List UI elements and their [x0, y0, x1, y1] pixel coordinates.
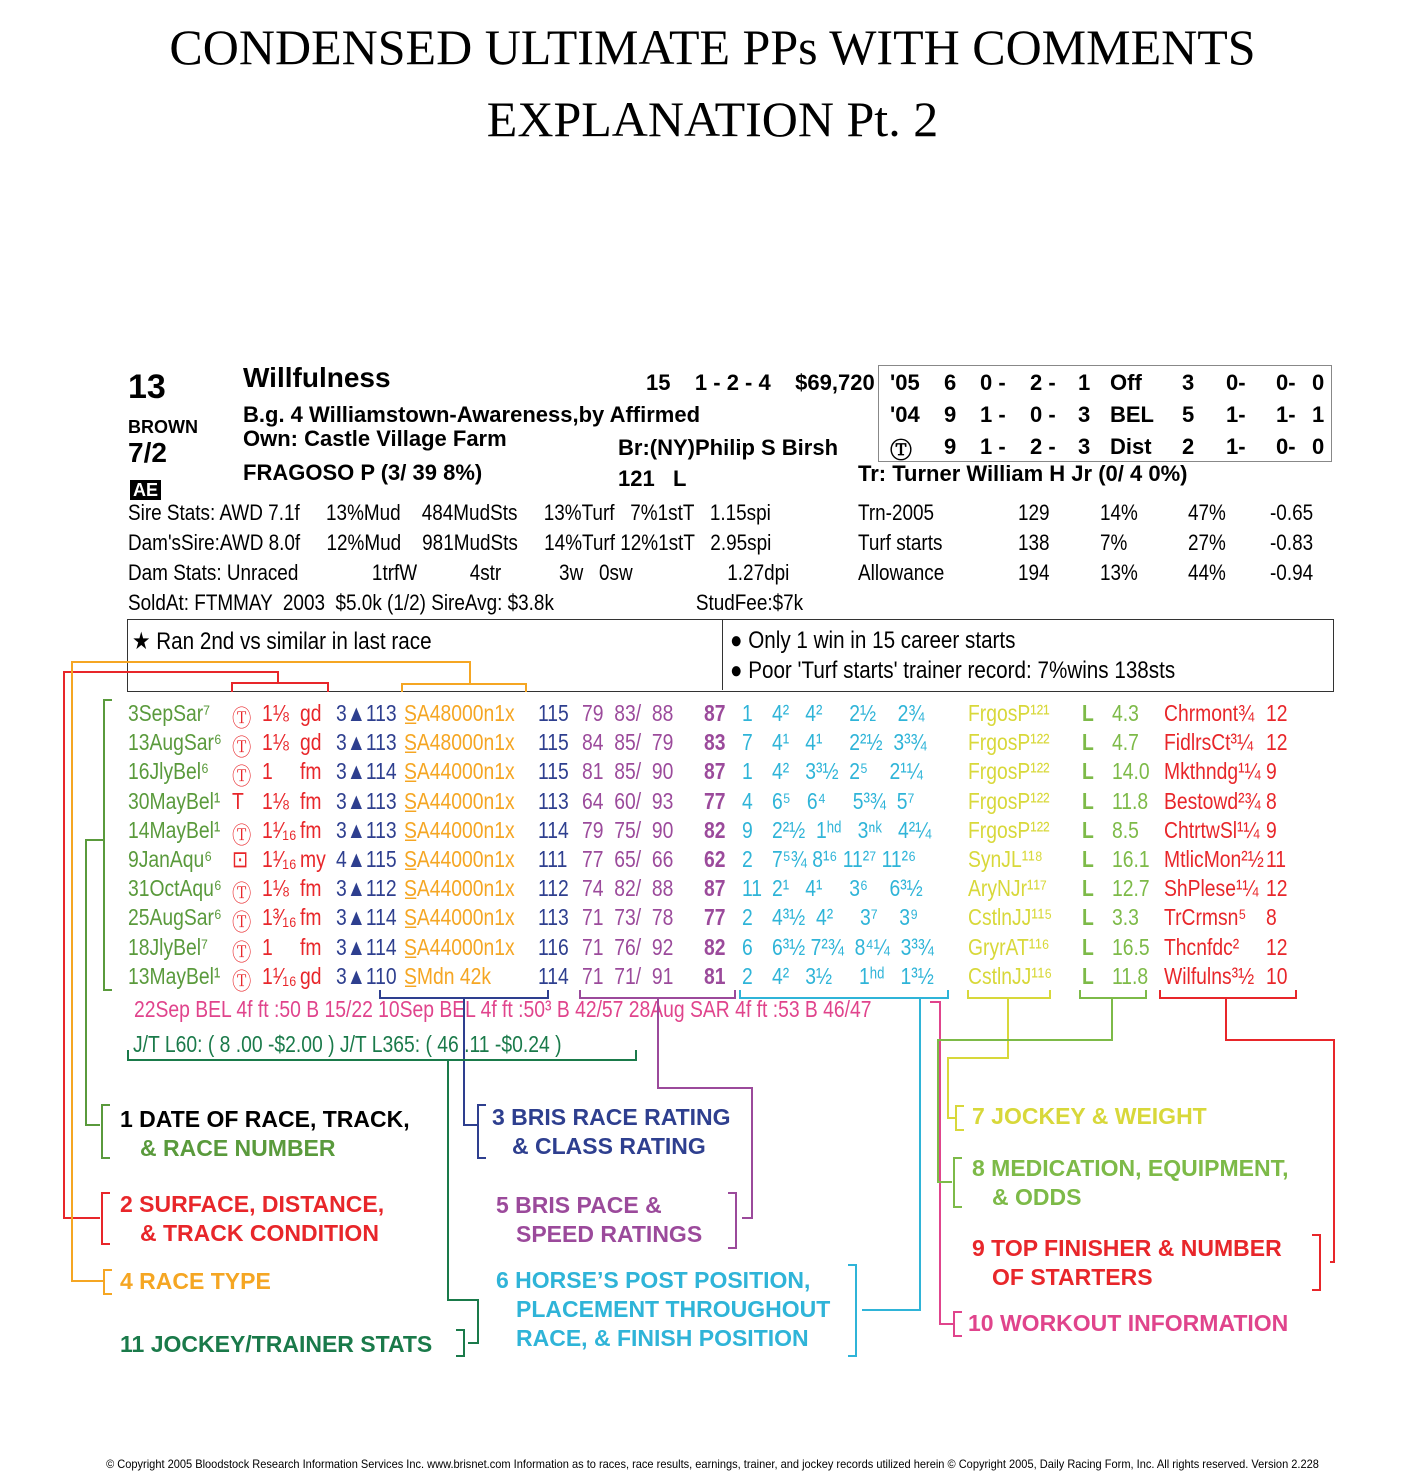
- workout-line: 22Sep BEL 4f ft :50 B 15/22 10Sep BEL 4f ft :50³ B 42/57 28Aug SAR 4f ft :53 B 46/47: [134, 996, 872, 1022]
- record-cell-cstarts: 3: [1182, 370, 1195, 395]
- pp-top: TrCrmsn⁵: [1164, 904, 1247, 931]
- legend-1b: & RACE NUMBER: [140, 1135, 336, 1161]
- record-cell-p: 2 -: [1030, 370, 1056, 395]
- legend-2b: & TRACK CONDITION: [140, 1220, 379, 1246]
- pp-date: 13MayBel¹: [128, 962, 221, 989]
- pp-calls: 6³½ 7²¾ 8⁴¼ 3³¾: [772, 933, 934, 960]
- pp-dist: 1⅛: [262, 875, 289, 902]
- pp-spd: 62: [704, 846, 726, 872]
- pp-odds: 16.5: [1112, 933, 1150, 960]
- trainer-stat-cat: Trn-2005: [858, 500, 935, 525]
- trainer-stat-roi: -0.65: [1270, 500, 1314, 525]
- pp-n: 11: [1266, 846, 1287, 872]
- pp-cr: 115: [538, 729, 569, 756]
- pp-jockey: FrgosP¹²²: [968, 816, 1050, 843]
- record-cell-cat: Off: [1110, 370, 1142, 395]
- pp-pp: 2: [742, 846, 753, 872]
- record-cell-cw: 1-: [1226, 434, 1246, 459]
- record-cell-starts: 9: [944, 402, 957, 427]
- pp-pace: 64 60/ 93: [582, 787, 674, 814]
- record-cell-cw: 0-: [1226, 370, 1246, 395]
- pp-type: S̲A44000n1x: [404, 758, 515, 785]
- pp-n: 8: [1266, 787, 1277, 814]
- pp-type: S̲A44000n1x: [404, 904, 515, 931]
- pp-cond: fm: [300, 787, 322, 814]
- pp-type: S̲A48000n1x: [404, 700, 515, 726]
- pp-calls: 4³½ 4² 3⁷ 3⁹: [772, 904, 919, 931]
- pp-date: 3SepSar⁷: [128, 700, 211, 726]
- pp-n: 12: [1266, 700, 1288, 726]
- legend-5b: SPEED RATINGS: [516, 1221, 703, 1247]
- pp-cr: 114: [538, 816, 569, 843]
- pp-odds: 14.0: [1112, 758, 1150, 785]
- pp-age: 4▲115: [336, 846, 397, 872]
- pp-cr: 115: [538, 700, 569, 726]
- pp-med: L: [1082, 875, 1094, 902]
- legend-8b: & ODDS: [992, 1184, 1082, 1210]
- weight-med: 121 L: [618, 466, 687, 491]
- pp-jockey: GryrAT¹¹⁶: [968, 933, 1050, 960]
- positive-comment: ★ Ran 2nd vs similar in last race: [132, 628, 432, 655]
- sire-stat-line: Dam'sSire:AWD 8.0f 12%Mud 981MudSts 14%Turf 12%1stT 2.95spi: [128, 530, 772, 555]
- pp-age: 3▲113: [336, 787, 397, 814]
- pp-n: 9: [1266, 758, 1277, 785]
- pp-odds: 11.8: [1112, 962, 1149, 989]
- pp-date: 13AugSar⁶: [128, 729, 222, 756]
- pp-pp: 2: [742, 904, 753, 931]
- pp-pace: 84 85/ 79: [582, 729, 674, 756]
- pp-med: L: [1082, 846, 1094, 872]
- program-number: 13: [128, 368, 166, 406]
- copyright-footer: © Copyright 2005 Bloodstock Research Information Services Inc. www.brisnet.com Information as to races, race results, earnings, trainer, and jockey records utilized herein © Copyright 2005, Daily Racing Form, Inc. All rights reserved. Version 2.228: [106, 1457, 1319, 1471]
- pp-n: 8: [1266, 904, 1277, 931]
- pp-cond: gd: [300, 700, 322, 726]
- trainer-stat-starts: 129: [1018, 500, 1050, 525]
- sire-stat-line: SoldAt: FTMMAY 2003 $5.0k (1/2) SireAvg: $3.8k StudFee:$7k: [128, 590, 804, 615]
- pp-pp: 11: [742, 875, 763, 902]
- pp-dist: 1¹⁄₁₆: [262, 816, 297, 843]
- pp-age: 3▲114: [336, 904, 397, 931]
- pp-cond: fm: [300, 816, 322, 843]
- legend-7: 7 JOCKEY & WEIGHT: [972, 1103, 1207, 1129]
- trainer-line: Tr: Turner William H Jr (0/ 4 0%): [858, 461, 1188, 486]
- pp-dist: 1³⁄₁₆: [262, 904, 297, 931]
- record-cell-w: 1 -: [980, 434, 1006, 459]
- record-cell-starts: 9: [944, 434, 957, 459]
- record-cell-cw: 1-: [1226, 402, 1246, 427]
- pp-cr: 111: [538, 846, 568, 872]
- pp-surf: T: [232, 787, 244, 814]
- pp-med: L: [1082, 904, 1094, 931]
- pp-type: S̲A44000n1x: [404, 816, 515, 843]
- pp-type: S̲A44000n1x: [404, 875, 515, 902]
- pp-top: Wilfulns³½: [1164, 962, 1255, 989]
- pp-odds: 4.7: [1112, 729, 1139, 756]
- sire-stat-line: Dam Stats: Unraced 1trfW 4str 3w 0sw 1.27dpi: [128, 560, 790, 585]
- pp-spd: 82: [704, 933, 726, 960]
- pp-cr: 115: [538, 758, 569, 785]
- legend-6b: PLACEMENT THROUGHOUT: [516, 1296, 831, 1322]
- record-cell-s: 1: [1078, 370, 1091, 395]
- pp-pace: 71 76/ 92: [582, 933, 674, 960]
- legend-6c: RACE, & FINISH POSITION: [516, 1325, 809, 1351]
- pp-type: S̲A48000n1x: [404, 729, 515, 756]
- pp-surf: Ⓣ: [232, 705, 252, 731]
- ae-badge: AE: [130, 480, 161, 500]
- pp-spd: 81: [704, 962, 726, 989]
- pp-surf: Ⓣ: [232, 909, 252, 936]
- pp-spd: 87: [704, 700, 726, 726]
- pp-calls: 2¹ 4¹ 3⁶ 6³½: [772, 875, 923, 902]
- pp-med: L: [1082, 816, 1094, 843]
- pp-cr: 114: [538, 962, 569, 989]
- owner: Own: Castle Village Farm: [243, 426, 507, 451]
- pp-jockey: CstlnJJ¹¹⁵: [968, 904, 1053, 931]
- pp-odds: 12.7: [1112, 875, 1150, 902]
- pp-med: L: [1082, 962, 1094, 989]
- pp-spd: 82: [704, 816, 726, 843]
- pp-surf: Ⓣ: [232, 967, 252, 994]
- record-cell-p: 2 -: [1030, 434, 1056, 459]
- pp-surf: ⊡: [232, 846, 249, 872]
- trainer-stat-starts: 194: [1018, 560, 1050, 585]
- legend-2: 2 SURFACE, DISTANCE,: [120, 1191, 385, 1217]
- pp-spd: 83: [704, 729, 726, 756]
- pp-calls: 4² 3³½ 2⁵ 2¹¼: [772, 758, 923, 785]
- pp-surf: Ⓣ: [232, 821, 252, 848]
- breeder: Br:(NY)Philip S Birsh: [618, 435, 839, 460]
- pp-top: ChtrtwSl¹¼: [1164, 816, 1260, 843]
- pp-pp: 9: [742, 816, 753, 843]
- pp-jockey: FrgosP¹²²: [968, 758, 1050, 785]
- pp-med: L: [1082, 729, 1094, 756]
- pp-calls: 4² 3½ 1ʰᵈ 1³½: [772, 962, 934, 989]
- pp-jockey: AryNJr¹¹⁷: [968, 875, 1047, 902]
- pp-med: L: [1082, 758, 1094, 785]
- pp-top: Mkthndg¹¼: [1164, 758, 1261, 785]
- pp-cr: 116: [538, 933, 569, 960]
- pp-odds: 16.1: [1112, 846, 1150, 872]
- trainer-stat-itm: 47%: [1188, 500, 1226, 525]
- pp-cond: fm: [300, 904, 322, 931]
- pp-surf: Ⓣ: [232, 880, 252, 907]
- pp-age: 3▲113: [336, 816, 397, 843]
- legend-4: 4 RACE TYPE: [120, 1268, 271, 1294]
- pp-med: L: [1082, 700, 1094, 726]
- legend-6: 6 HORSE’S POST POSITION,: [496, 1267, 811, 1293]
- pp-age: 3▲114: [336, 933, 397, 960]
- record-cell-cp: 0-: [1276, 434, 1296, 459]
- pp-top: Chrmont¾: [1164, 700, 1255, 726]
- record-cell-cat: Dist: [1110, 434, 1152, 459]
- pp-date: 16JlyBel⁶: [128, 758, 209, 785]
- record-cell-w: 1 -: [980, 402, 1006, 427]
- record-cell-s: 3: [1078, 434, 1091, 459]
- legend-1: 1 DATE OF RACE, TRACK,: [120, 1106, 410, 1132]
- pp-jockey: SynJL¹¹⁸: [968, 846, 1043, 872]
- pp-calls: 7⁵¾ 8¹⁶ 11²⁷ 11²⁶: [772, 846, 917, 872]
- pp-pace: 71 73/ 78: [582, 904, 674, 931]
- pp-pace: 71 71/ 91: [582, 962, 674, 989]
- legend-8: 8 MEDICATION, EQUIPMENT,: [972, 1155, 1289, 1181]
- record-cell-cs: 0: [1312, 434, 1325, 459]
- pp-jockey: FrgosP¹²²: [968, 787, 1050, 814]
- pp-pp: 7: [742, 729, 753, 756]
- record-cell-p: 0 -: [1030, 402, 1056, 427]
- pp-surf: Ⓣ: [232, 734, 252, 761]
- jt-stats-line: J/T L60: ( 8 .00 -$2.00 ) J/T L365: ( 46 .11 -$0.24 ): [133, 1031, 562, 1057]
- record-cell-starts: 6: [944, 370, 957, 395]
- pp-n: 12: [1266, 933, 1288, 960]
- pp-odds: 8.5: [1112, 816, 1139, 843]
- pp-dist: 1¹⁄₁₆: [262, 962, 297, 989]
- record-cell-cp: 1-: [1276, 402, 1296, 427]
- pp-spd: 87: [704, 875, 726, 902]
- pp-spd: 77: [704, 904, 726, 931]
- pp-cr: 112: [538, 875, 569, 902]
- pp-med: L: [1082, 787, 1094, 814]
- morning-line: 7/2: [128, 437, 167, 468]
- pp-dist: 1⅛: [262, 729, 289, 756]
- pp-calls: 2²½ 1ʰᵈ 3ⁿᵏ 4²¼: [772, 816, 932, 843]
- record-cell-cs: 1: [1312, 402, 1325, 427]
- pp-dist: 1: [262, 758, 273, 785]
- pp-n: 12: [1266, 729, 1288, 756]
- pp-type: S̲A44000n1x: [404, 787, 515, 814]
- pp-pp: 2: [742, 962, 753, 989]
- pp-dist: 1⅛: [262, 700, 289, 726]
- legend-3: 3 BRIS RACE RATING: [492, 1104, 731, 1130]
- jockey-line: FRAGOSO P (3/ 39 8%): [243, 460, 483, 485]
- page-subtitle: EXPLANATION Pt. 2: [486, 91, 939, 147]
- trainer-stat-win: 14%: [1100, 500, 1138, 525]
- pp-odds: 4.3: [1112, 700, 1139, 726]
- legend-3b: & CLASS RATING: [512, 1133, 706, 1159]
- pp-age: 3▲110: [336, 962, 397, 989]
- pp-pace: 74 82/ 88: [582, 875, 674, 902]
- record-cell-cstarts: 2: [1182, 434, 1195, 459]
- record-cell-label: '04: [890, 402, 920, 427]
- legend-10: 10 WORKOUT INFORMATION: [968, 1310, 1289, 1336]
- pp-top: Bestowd²¾: [1164, 787, 1261, 814]
- pp-pp: 6: [742, 933, 753, 960]
- pp-odds: 3.3: [1112, 904, 1139, 931]
- breeding: B.g. 4 Williamstown-Awareness,by Affirmed: [243, 402, 701, 427]
- record-cell-cstarts: 5: [1182, 402, 1195, 427]
- career-record: 15 1 - 2 - 4 $69,720: [646, 370, 875, 395]
- record-cell-cp: 0-: [1276, 370, 1296, 395]
- trainer-stat-itm: 44%: [1188, 560, 1226, 585]
- negative-comment-2: ● Poor 'Turf starts' trainer record: 7%wins 138sts: [730, 657, 1176, 684]
- pp-jockey: CstlnJJ¹¹⁶: [968, 962, 1053, 989]
- legend-5: 5 BRIS PACE &: [496, 1192, 662, 1218]
- pp-date: 14MayBel¹: [128, 816, 221, 843]
- saddle-color: BROWN: [128, 417, 198, 437]
- trainer-stat-win: 13%: [1100, 560, 1138, 585]
- pp-surf: Ⓣ: [232, 763, 252, 790]
- pp-cond: fm: [300, 875, 322, 902]
- pp-date: 18JlyBel⁷: [128, 933, 209, 960]
- pp-cond: gd: [300, 729, 322, 756]
- pp-dist: 1⅛: [262, 787, 289, 814]
- pp-cond: my: [300, 846, 326, 872]
- pp-cr: 113: [538, 904, 569, 931]
- pp-n: 12: [1266, 875, 1288, 902]
- pp-pace: 79 75/ 90: [582, 816, 674, 843]
- pp-n: 10: [1266, 962, 1288, 989]
- pp-age: 3▲114: [336, 758, 397, 785]
- record-cell-label: '05: [890, 370, 920, 395]
- pp-date: 31OctAqu⁶: [128, 875, 222, 902]
- record-cell-label: Ⓣ: [890, 438, 913, 463]
- pp-top: Thcnfdc²: [1164, 933, 1240, 960]
- sire-stat-line: Sire Stats: AWD 7.1f 13%Mud 484MudSts 13%Turf 7%1stT 1.15spi: [128, 500, 771, 525]
- pp-calls: 6⁵ 6⁴ 5³¾ 5⁷: [772, 787, 915, 814]
- pp-pace: 77 65/ 66: [582, 846, 674, 872]
- pp-pp: 1: [742, 758, 753, 785]
- trainer-stat-itm: 27%: [1188, 530, 1226, 555]
- pp-top: FidlrsCt³¼: [1164, 729, 1254, 756]
- pp-calls: 4¹ 4¹ 2²½ 3³¾: [772, 729, 927, 756]
- pp-top: ShPlese¹¼: [1164, 875, 1259, 902]
- pp-pp: 4: [742, 787, 753, 814]
- pp-date: 9JanAqu⁶: [128, 846, 213, 872]
- trainer-stat-roi: -0.83: [1270, 530, 1314, 555]
- pp-dist: 1¹⁄₁₆: [262, 846, 297, 872]
- pp-n: 9: [1266, 816, 1277, 843]
- record-cell-cat: BEL: [1110, 402, 1154, 427]
- horse-name: Willfulness: [243, 362, 391, 393]
- pp-surf: Ⓣ: [232, 938, 252, 965]
- pp-age: 3▲113: [336, 729, 397, 756]
- pp-date: 30MayBel¹: [128, 787, 221, 814]
- pp-med: L: [1082, 933, 1094, 960]
- page-title: CONDENSED ULTIMATE PPs WITH COMMENTS: [169, 19, 1256, 75]
- pp-type: S̲A44000n1x: [404, 846, 515, 872]
- record-cell-w: 0 -: [980, 370, 1006, 395]
- trainer-stat-starts: 138: [1018, 530, 1050, 555]
- pp-jockey: FrgosP¹²¹: [968, 700, 1050, 726]
- pp-calls: 4² 4² 2½ 2¾: [772, 700, 925, 726]
- legend-11: 11 JOCKEY/TRAINER STATS: [120, 1331, 433, 1357]
- pp-top: MtlicMon²½: [1164, 846, 1264, 872]
- trainer-stat-roi: -0.94: [1270, 560, 1314, 585]
- pp-pp: 1: [742, 700, 753, 726]
- pp-spd: 77: [704, 787, 726, 814]
- negative-comment-1: ● Only 1 win in 15 career starts: [730, 627, 1016, 654]
- trainer-stat-cat: Turf starts: [858, 530, 943, 555]
- trainer-stat-win: 7%: [1100, 530, 1128, 555]
- pp-cond: fm: [300, 933, 322, 960]
- legend-9b: OF STARTERS: [992, 1264, 1153, 1290]
- pp-age: 3▲112: [336, 875, 397, 902]
- trainer-stat-cat: Allowance: [858, 560, 945, 585]
- pp-cr: 113: [538, 787, 569, 814]
- legend-9: 9 TOP FINISHER & NUMBER: [972, 1235, 1282, 1261]
- pp-type: S̲Mdn 42k: [404, 962, 491, 989]
- pp-cond: fm: [300, 758, 322, 785]
- pp-jockey: FrgosP¹²²: [968, 729, 1050, 756]
- record-cell-cs: 0: [1312, 370, 1325, 395]
- record-cell-s: 3: [1078, 402, 1091, 427]
- pp-dist: 1: [262, 933, 273, 960]
- pp-spd: 87: [704, 758, 726, 785]
- pp-type: S̲A44000n1x: [404, 933, 515, 960]
- pp-pace: 81 85/ 90: [582, 758, 674, 785]
- pp-odds: 11.8: [1112, 787, 1149, 814]
- pp-age: 3▲113: [336, 700, 397, 726]
- pp-cond: gd: [300, 962, 322, 989]
- pp-date: 25AugSar⁶: [128, 904, 222, 931]
- pp-pace: 79 83/ 88: [582, 700, 674, 726]
